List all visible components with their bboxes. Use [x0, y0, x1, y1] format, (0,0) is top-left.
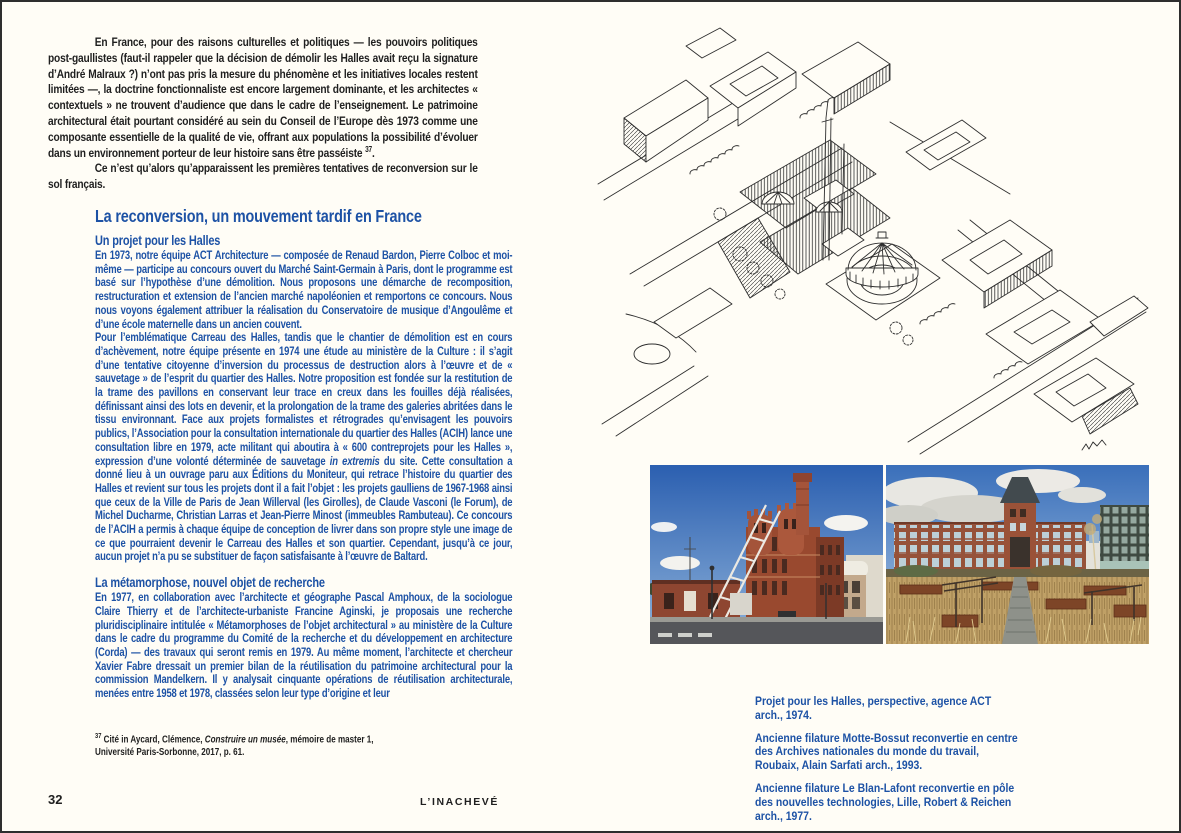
- caption-le-blan-lafont: Ancienne filature Le Blan-Lafont reconvertie en pôle des nouvelles technologies, Lille, Robert & Reichen arch., 1977.: [755, 781, 1015, 823]
- intro-paragraph-2: Ce n’est qu’alors qu’apparaissent les premières tentatives de reconversion sur le sol français.: [48, 161, 478, 192]
- halles-paragraph-1: En 1973, notre équipe ACT Architecture — composée de Renaud Bardon, Pierre Colboc et moi-même — participe au concours ouvert du Marché Saint-Germain à Paris, dont le programme est basé sur l’hypothèse d’une démolition. Nous proposons une démarche de recomposition, restructuration et extension de l’ancien marché napoléonien et remportons ce concours. Nous nous voyons également attribuer la réalisation du Conservatoire de musique d’Angoulême et d’une école maternelle dans un ancien couvent.: [95, 250, 513, 331]
- intro-column: [48, 35, 478, 193]
- subsection-title-metamorphose: La métamorphose, nouvel objet de recherche: [95, 575, 325, 591]
- caption-halles: Projet pour les Halles, perspective, agence ACT arch., 1974.: [755, 695, 992, 722]
- intro-paragraph-1: En France, pour des raisons culturelles et politiques — les pouvoirs politiques post-gaullistes (faut-il rappeler que la décision de démolir les Halles avait reçu la signature d’André Malraux ?) n’ont pas pris la mesure du phénomène et les initiatives locales restent limitées —, la doctrine fonctionnaliste est encore largement dominante, et les architectes « contextuels » ne trouvent d’audience que dans le cadre de l’enseignement. Le patrimoine architectural était pourtant considéré au sein du Conseil de l’Europe dès 1973 comme une composante essentielle de la qualité de vie, offrant aux populations la possibilité d’évoluer dans un environnement porteur de leur histoire sans être passéiste $^{37}$.: [48, 35, 478, 160]
- metamorphose-paragraph-1: En 1977, en collaboration avec l’architecte et géographe Pascal Amphoux, de la sociologue Claire Thierry et de l’architecte-urbaniste Francine Aginski, je proposais une recherche pluridisciplinaire intitulée « Métamorphoses de l’objet architectural » au ministère de la Culture dans le cadre du programme du Comité de la recherche et du développement en architecture (Corda) — des travaux qui seront remis en 1979. Au même moment, l’architecte et chercheur Xavier Fabre dressait un premier bilan de la réutilisation du patrimoine architectural pour la commission Mandelkern. Il y analysait cinquante opérations de réutilisation architecturale, menées entre 1958 et 1978, classées selon leur type d’origine et leur: [95, 592, 513, 701]
- photo-le-blan-lafont-lille: [886, 465, 1149, 644]
- page-number: 32: [48, 792, 63, 807]
- section-title: La reconversion, un mouvement tardif en France: [95, 206, 422, 226]
- footnote-marker: 37: [95, 733, 102, 740]
- section-column: [95, 206, 512, 702]
- halles-perspective-drawing: [590, 22, 1152, 462]
- footnote: $^{37}$ Cité in Aycard, Clémence, Construire un musée, mémoire de master 1, Université Paris-Sorbonne, 2017, p. 61.: [95, 733, 374, 758]
- running-title: L’INACHEVÉ: [420, 796, 500, 808]
- caption-motte-bossut: Ancienne filature Motte-Bossut reconvertie en centre des Archives nationales du monde du travail, Roubaix, Alain Sarfati arch., 1993.: [755, 731, 1018, 773]
- subsection-title-halles: Un projet pour les Halles: [95, 233, 221, 248]
- photo-motte-bossut-roubaix: [650, 465, 883, 644]
- halles-paragraph-2: Pour l’emblématique Carreau des Halles, tandis que le chantier de démolition est en cours d’achèvement, notre équipe présente en 1974 une étude au ministère de la Culture : il s’agit d’une tentative citoyenne d’inversion du processus de destruction alors à l’œuvre et de « sauvetage » de l’esprit du quartier des Halles. Notre proposition est fondée sur la restitution de la trame des pavillons en conservant leur trace en creux dans les fouilles déjà réalisées, définissant ainsi des lots en devenir, et la prolongation de la trame des galeries abritées dans le tissu environnant. Face aux projets formalistes et rétrogrades qu’envisagent les pouvoirs publics, l’Association pour la consultation internationale du quartier des Halles (ACIH) lance une consultation libre en 1979, acte militant qui aboutira à « 600 contreprojets pour les Halles », expression d’une volonté déterminée de sauvetage in extremis du site. Cette consultation a donné lieu à un ouvrage paru aux Éditions du Moniteur, qui retrace l’histoire du quartier des Halles et revient sur tous les projets dont il a fait l’objet : les projets gaulliens de 1967-1968 ainsi que ceux de la Ville de Paris de Jean Willerval (les Girolles), de Claude Vasconi (le Forum), de Michel Ducharme, Christian Larras et Jean-Pierre Minost (immeubles Rambuteau). Ce concours de l’ACIH a permis à chaque équipe de conception de livrer dans son propre style une image de ce que pourraient devenir le Carreau des Halles et son quartier. Cependant, jusqu’à ce jour, aucun projet n’a pu se substituer de façon satisfaisante à l’œuvre de Baltard.: [95, 332, 513, 564]
- caption-block: [755, 695, 1018, 832]
- footnote-reference: 37: [365, 144, 373, 154]
